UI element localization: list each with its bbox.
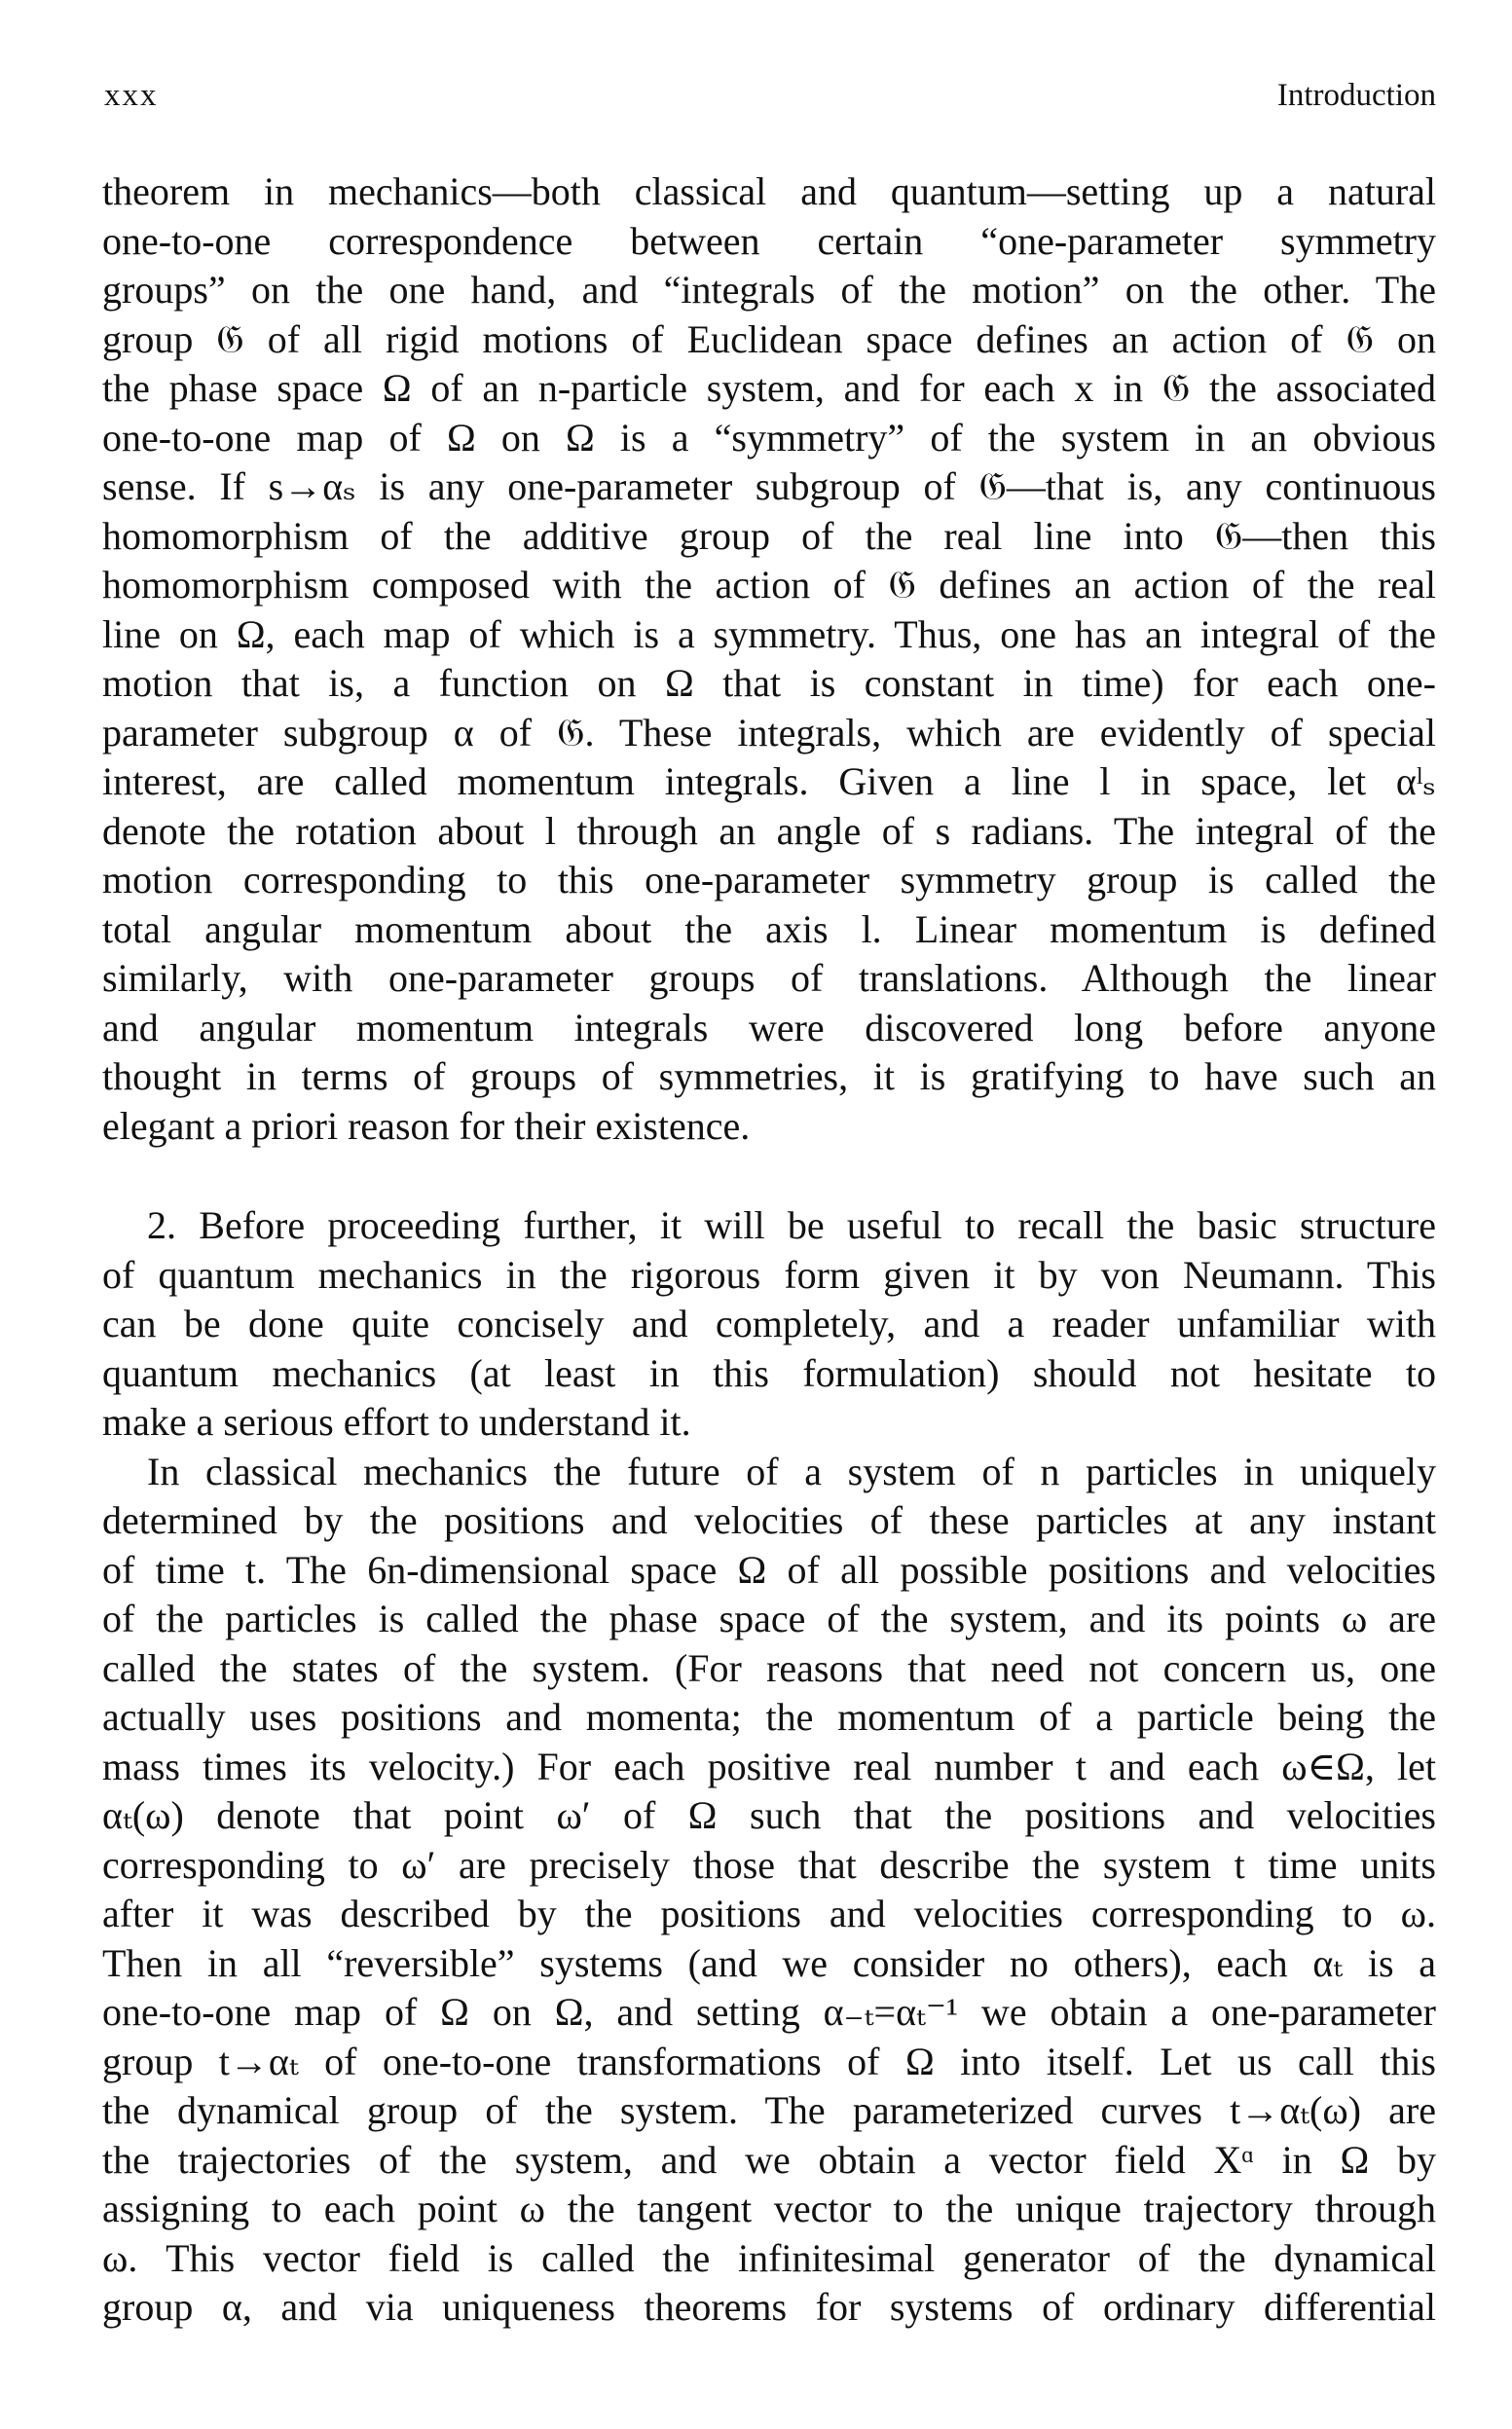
text-line: the dynamical group of the system. The parameterized curves t→αₜ(ω) are bbox=[102, 2088, 1436, 2132]
text-line: denote the rotation about l through an angle of s radians. The integral of the bbox=[102, 808, 1436, 853]
paragraph-classical-mechanics bbox=[102, 1448, 1436, 2333]
chapter-title: Introduction bbox=[1276, 78, 1436, 113]
text-line: group t→αₜ of one-to-one transformations of Ω into itself. Let us call this bbox=[102, 2039, 1436, 2083]
text-line: quantum mechanics (at least in this formulation) should not hesitate to bbox=[102, 1350, 1436, 1395]
book-page bbox=[102, 0, 1436, 2429]
text-line: homomorphism composed with the action of 𝔊 defines an action of the real bbox=[102, 563, 1436, 607]
text-line: corresponding to ω′ are precisely those that describe the system t time units bbox=[102, 1842, 1436, 1887]
running-head bbox=[102, 76, 1436, 115]
text-line: of quantum mechanics in the rigorous form given it by von Neumann. This bbox=[102, 1252, 1436, 1297]
text-line: of the particles is called the phase space of the system, and its points ω are bbox=[102, 1597, 1436, 1640]
text-line: In classical mechanics the future of a system of n particles in uniquely bbox=[147, 1449, 1436, 1493]
text-line: αₜ(ω) denote that point ω′ of Ω such that the positions and velocities bbox=[102, 1793, 1436, 1837]
text-line: 2. Before proceeding further, it will be useful to recall the basic structure bbox=[147, 1203, 1436, 1247]
text-line: motion that is, a function on Ω that is constant in time) for each one- bbox=[102, 661, 1436, 705]
text-line: group 𝔊 of all rigid motions of Euclidean space defines an action of 𝔊 on bbox=[102, 316, 1436, 361]
section-gap bbox=[102, 1151, 1436, 1201]
text-line: theorem in mechanics—both classical and quantum—setting up a natural bbox=[102, 169, 1436, 213]
text-line: the trajectories of the system, and we obtain a vector field Xᵅ in Ω by bbox=[102, 2137, 1436, 2182]
text-line: mass times its velocity.) For each positive real number t and each ω∈Ω, let bbox=[102, 1744, 1436, 1788]
text-line: elegant a priori reason for their existence. bbox=[102, 1103, 751, 1148]
text-line: sense. If s→αₛ is any one-parameter subgroup of 𝔊—that is, any continuous bbox=[102, 464, 1436, 508]
text-line: total angular momentum about the axis l. Linear momentum is defined bbox=[102, 906, 1436, 951]
text-line: the phase space Ω of an n-particle system, and for each x in 𝔊 the associated bbox=[102, 366, 1436, 410]
text-line: one-to-one map of Ω on Ω is a “symmetry” of the system in an obvious bbox=[102, 415, 1436, 460]
text-line: similarly, with one-parameter groups of translations. Although the linear bbox=[102, 956, 1436, 1000]
text-line: make a serious effort to understand it. bbox=[102, 1400, 691, 1444]
text-line: of time t. The 6n-dimensional space Ω of all possible positions and velocities bbox=[102, 1547, 1436, 1592]
text-line: group α, and via uniqueness theorems for systems of ordinary differential bbox=[102, 2285, 1436, 2329]
text-line: determined by the positions and velocities of these particles at any instant bbox=[102, 1498, 1436, 1542]
page-number: xxx bbox=[104, 78, 159, 113]
text-line: can be done quite concisely and completely, and a reader unfamiliar with bbox=[102, 1302, 1436, 1345]
text-line: homomorphism of the additive group of the real line into 𝔊—then this bbox=[102, 513, 1436, 558]
text-line: after it was described by the positions and velocities corresponding to ω. bbox=[102, 1892, 1436, 1935]
text-line: actually uses positions and momenta; the momentum of a particle being the bbox=[102, 1695, 1436, 1739]
text-line: parameter subgroup α of 𝔊. These integrals, which are evidently of special bbox=[102, 710, 1436, 754]
text-line: Then in all “reversible” systems (and we consider no others), each αₜ is a bbox=[102, 1940, 1436, 1985]
text-line: one-to-one correspondence between certain “one-parameter symmetry bbox=[102, 218, 1436, 263]
text-line: assigning to each point ω the tangent vector to the unique trajectory through bbox=[102, 2187, 1436, 2230]
text-line: called the states of the system. (For reasons that need not concern us, one bbox=[102, 1645, 1436, 1690]
body-text bbox=[102, 167, 1436, 2333]
text-line: motion corresponding to this one-parameter symmetry group is called the bbox=[102, 858, 1436, 902]
text-line: groups” on the one hand, and “integrals of the motion” on the other. The bbox=[102, 268, 1436, 312]
text-line: line on Ω, each map of which is a symmetry. Thus, one has an integral of the bbox=[102, 611, 1436, 656]
text-line: and angular momentum integrals were discovered long before anyone bbox=[102, 1005, 1436, 1049]
text-line: interest, are called momentum integrals. Given a line l in space, let αˡₛ bbox=[102, 759, 1436, 803]
text-line: ω. This vector field is called the infinitesimal generator of the dynamical bbox=[102, 2235, 1436, 2280]
paragraph-momentum-integrals bbox=[102, 167, 1436, 1151]
text-line: one-to-one map of Ω on Ω, and setting α₋ₜ=αₜ⁻¹ we obtain a one-parameter bbox=[102, 1990, 1436, 2034]
paragraph-section-2 bbox=[102, 1201, 1436, 1448]
text-line: thought in terms of groups of symmetries, it is gratifying to have such an bbox=[102, 1054, 1436, 1098]
